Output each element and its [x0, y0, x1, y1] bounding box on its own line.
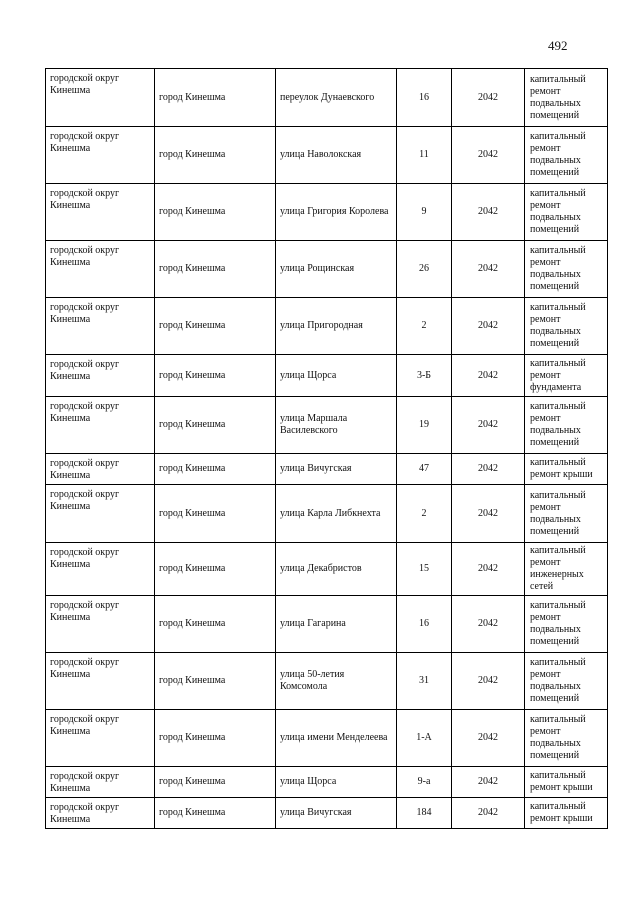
- municipality-cell: городской округ Кинешма: [46, 485, 155, 543]
- locality-cell: город Кинешма: [155, 355, 276, 397]
- year-cell: 2042: [452, 127, 525, 184]
- house-number-cell: 184: [397, 798, 452, 829]
- house-number-cell: 47: [397, 454, 452, 485]
- work-type-cell: капитальный ремонт подвальных помещений: [525, 69, 608, 127]
- municipality-cell: городской округ Кинешма: [46, 397, 155, 454]
- street-cell: улица Вичугская: [276, 454, 397, 485]
- locality-cell: город Кинешма: [155, 710, 276, 767]
- locality-cell: город Кинешма: [155, 798, 276, 829]
- table-row: [46, 653, 608, 710]
- street-cell: улица Щорса: [276, 355, 397, 397]
- year-cell: 2042: [452, 454, 525, 485]
- work-type-cell: капитальный ремонт крыши: [525, 454, 608, 485]
- locality-cell: город Кинешма: [155, 397, 276, 454]
- street-cell: переулок Дунаевского: [276, 69, 397, 127]
- work-type-cell: капитальный ремонт подвальных помещений: [525, 710, 608, 767]
- street-cell: улица Декабристов: [276, 543, 397, 596]
- work-type-cell: капитальный ремонт крыши: [525, 798, 608, 829]
- work-type-cell: капитальный ремонт подвальных помещений: [525, 127, 608, 184]
- street-cell: улица имени Менделеева: [276, 710, 397, 767]
- street-cell: улица Вичугская: [276, 798, 397, 829]
- year-cell: 2042: [452, 543, 525, 596]
- year-cell: 2042: [452, 69, 525, 127]
- table-row: [46, 710, 608, 767]
- street-cell: улица Щорса: [276, 767, 397, 798]
- year-cell: 2042: [452, 241, 525, 298]
- street-cell: улица Григория Королева: [276, 184, 397, 241]
- locality-cell: город Кинешма: [155, 241, 276, 298]
- table-row: [46, 241, 608, 298]
- house-number-cell: 1-А: [397, 710, 452, 767]
- municipality-cell: городской округ Кинешма: [46, 653, 155, 710]
- work-type-cell: капитальный ремонт подвальных помещений: [525, 653, 608, 710]
- table-row: [46, 596, 608, 653]
- municipality-cell: городской округ Кинешма: [46, 454, 155, 485]
- street-cell: улица Карла Либкнехта: [276, 485, 397, 543]
- work-type-cell: капитальный ремонт подвальных помещений: [525, 184, 608, 241]
- table-row: [46, 69, 608, 127]
- work-type-cell: капитальный ремонт подвальных помещений: [525, 485, 608, 543]
- house-number-cell: 16: [397, 596, 452, 653]
- locality-cell: город Кинешма: [155, 454, 276, 485]
- locality-cell: город Кинешма: [155, 543, 276, 596]
- municipality-cell: городской округ Кинешма: [46, 798, 155, 829]
- house-number-cell: 26: [397, 241, 452, 298]
- street-cell: улица Гагарина: [276, 596, 397, 653]
- table-row: [46, 454, 608, 485]
- house-number-cell: 15: [397, 543, 452, 596]
- registry-body: [46, 69, 608, 829]
- table-row: [46, 543, 608, 596]
- year-cell: 2042: [452, 710, 525, 767]
- municipality-cell: городской округ Кинешма: [46, 69, 155, 127]
- table-row: [46, 798, 608, 829]
- year-cell: 2042: [452, 397, 525, 454]
- municipality-cell: городской округ Кинешма: [46, 241, 155, 298]
- year-cell: 2042: [452, 653, 525, 710]
- house-number-cell: 2: [397, 298, 452, 355]
- work-type-cell: капитальный ремонт крыши: [525, 767, 608, 798]
- table-row: [46, 485, 608, 543]
- year-cell: 2042: [452, 767, 525, 798]
- table-row: [46, 127, 608, 184]
- locality-cell: город Кинешма: [155, 596, 276, 653]
- municipality-cell: городской округ Кинешма: [46, 543, 155, 596]
- year-cell: 2042: [452, 798, 525, 829]
- year-cell: 2042: [452, 355, 525, 397]
- street-cell: улица 50-летия Комсомола: [276, 653, 397, 710]
- street-cell: улица Наволокская: [276, 127, 397, 184]
- table-row: [46, 397, 608, 454]
- work-type-cell: капитальный ремонт подвальных помещений: [525, 298, 608, 355]
- municipality-cell: городской округ Кинешма: [46, 767, 155, 798]
- work-type-cell: капитальный ремонт подвальных помещений: [525, 241, 608, 298]
- locality-cell: город Кинешма: [155, 485, 276, 543]
- work-type-cell: капитальный ремонт подвальных помещений: [525, 397, 608, 454]
- table-row: [46, 767, 608, 798]
- house-number-cell: 11: [397, 127, 452, 184]
- registry-table: [45, 68, 608, 829]
- page-number: 492: [548, 38, 568, 53]
- table-row: [46, 355, 608, 397]
- municipality-cell: городской округ Кинешма: [46, 355, 155, 397]
- table-row: [46, 298, 608, 355]
- house-number-cell: 9: [397, 184, 452, 241]
- house-number-cell: 16: [397, 69, 452, 127]
- street-cell: улица Маршала Василевского: [276, 397, 397, 454]
- year-cell: 2042: [452, 184, 525, 241]
- work-type-cell: капитальный ремонт инженерных сетей: [525, 543, 608, 596]
- municipality-cell: городской округ Кинешма: [46, 127, 155, 184]
- locality-cell: город Кинешма: [155, 767, 276, 798]
- locality-cell: город Кинешма: [155, 653, 276, 710]
- municipality-cell: городской округ Кинешма: [46, 596, 155, 653]
- year-cell: 2042: [452, 298, 525, 355]
- work-type-cell: капитальный ремонт подвальных помещений: [525, 596, 608, 653]
- house-number-cell: 3-Б: [397, 355, 452, 397]
- municipality-cell: городской округ Кинешма: [46, 184, 155, 241]
- house-number-cell: 2: [397, 485, 452, 543]
- table-row: [46, 184, 608, 241]
- house-number-cell: 19: [397, 397, 452, 454]
- year-cell: 2042: [452, 596, 525, 653]
- year-cell: 2042: [452, 485, 525, 543]
- house-number-cell: 9-а: [397, 767, 452, 798]
- locality-cell: город Кинешма: [155, 184, 276, 241]
- municipality-cell: городской округ Кинешма: [46, 298, 155, 355]
- locality-cell: город Кинешма: [155, 69, 276, 127]
- house-number-cell: 31: [397, 653, 452, 710]
- municipality-cell: городской округ Кинешма: [46, 710, 155, 767]
- work-type-cell: капитальный ремонт фундамента: [525, 355, 608, 397]
- locality-cell: город Кинешма: [155, 298, 276, 355]
- street-cell: улица Рощинская: [276, 241, 397, 298]
- street-cell: улица Пригородная: [276, 298, 397, 355]
- locality-cell: город Кинешма: [155, 127, 276, 184]
